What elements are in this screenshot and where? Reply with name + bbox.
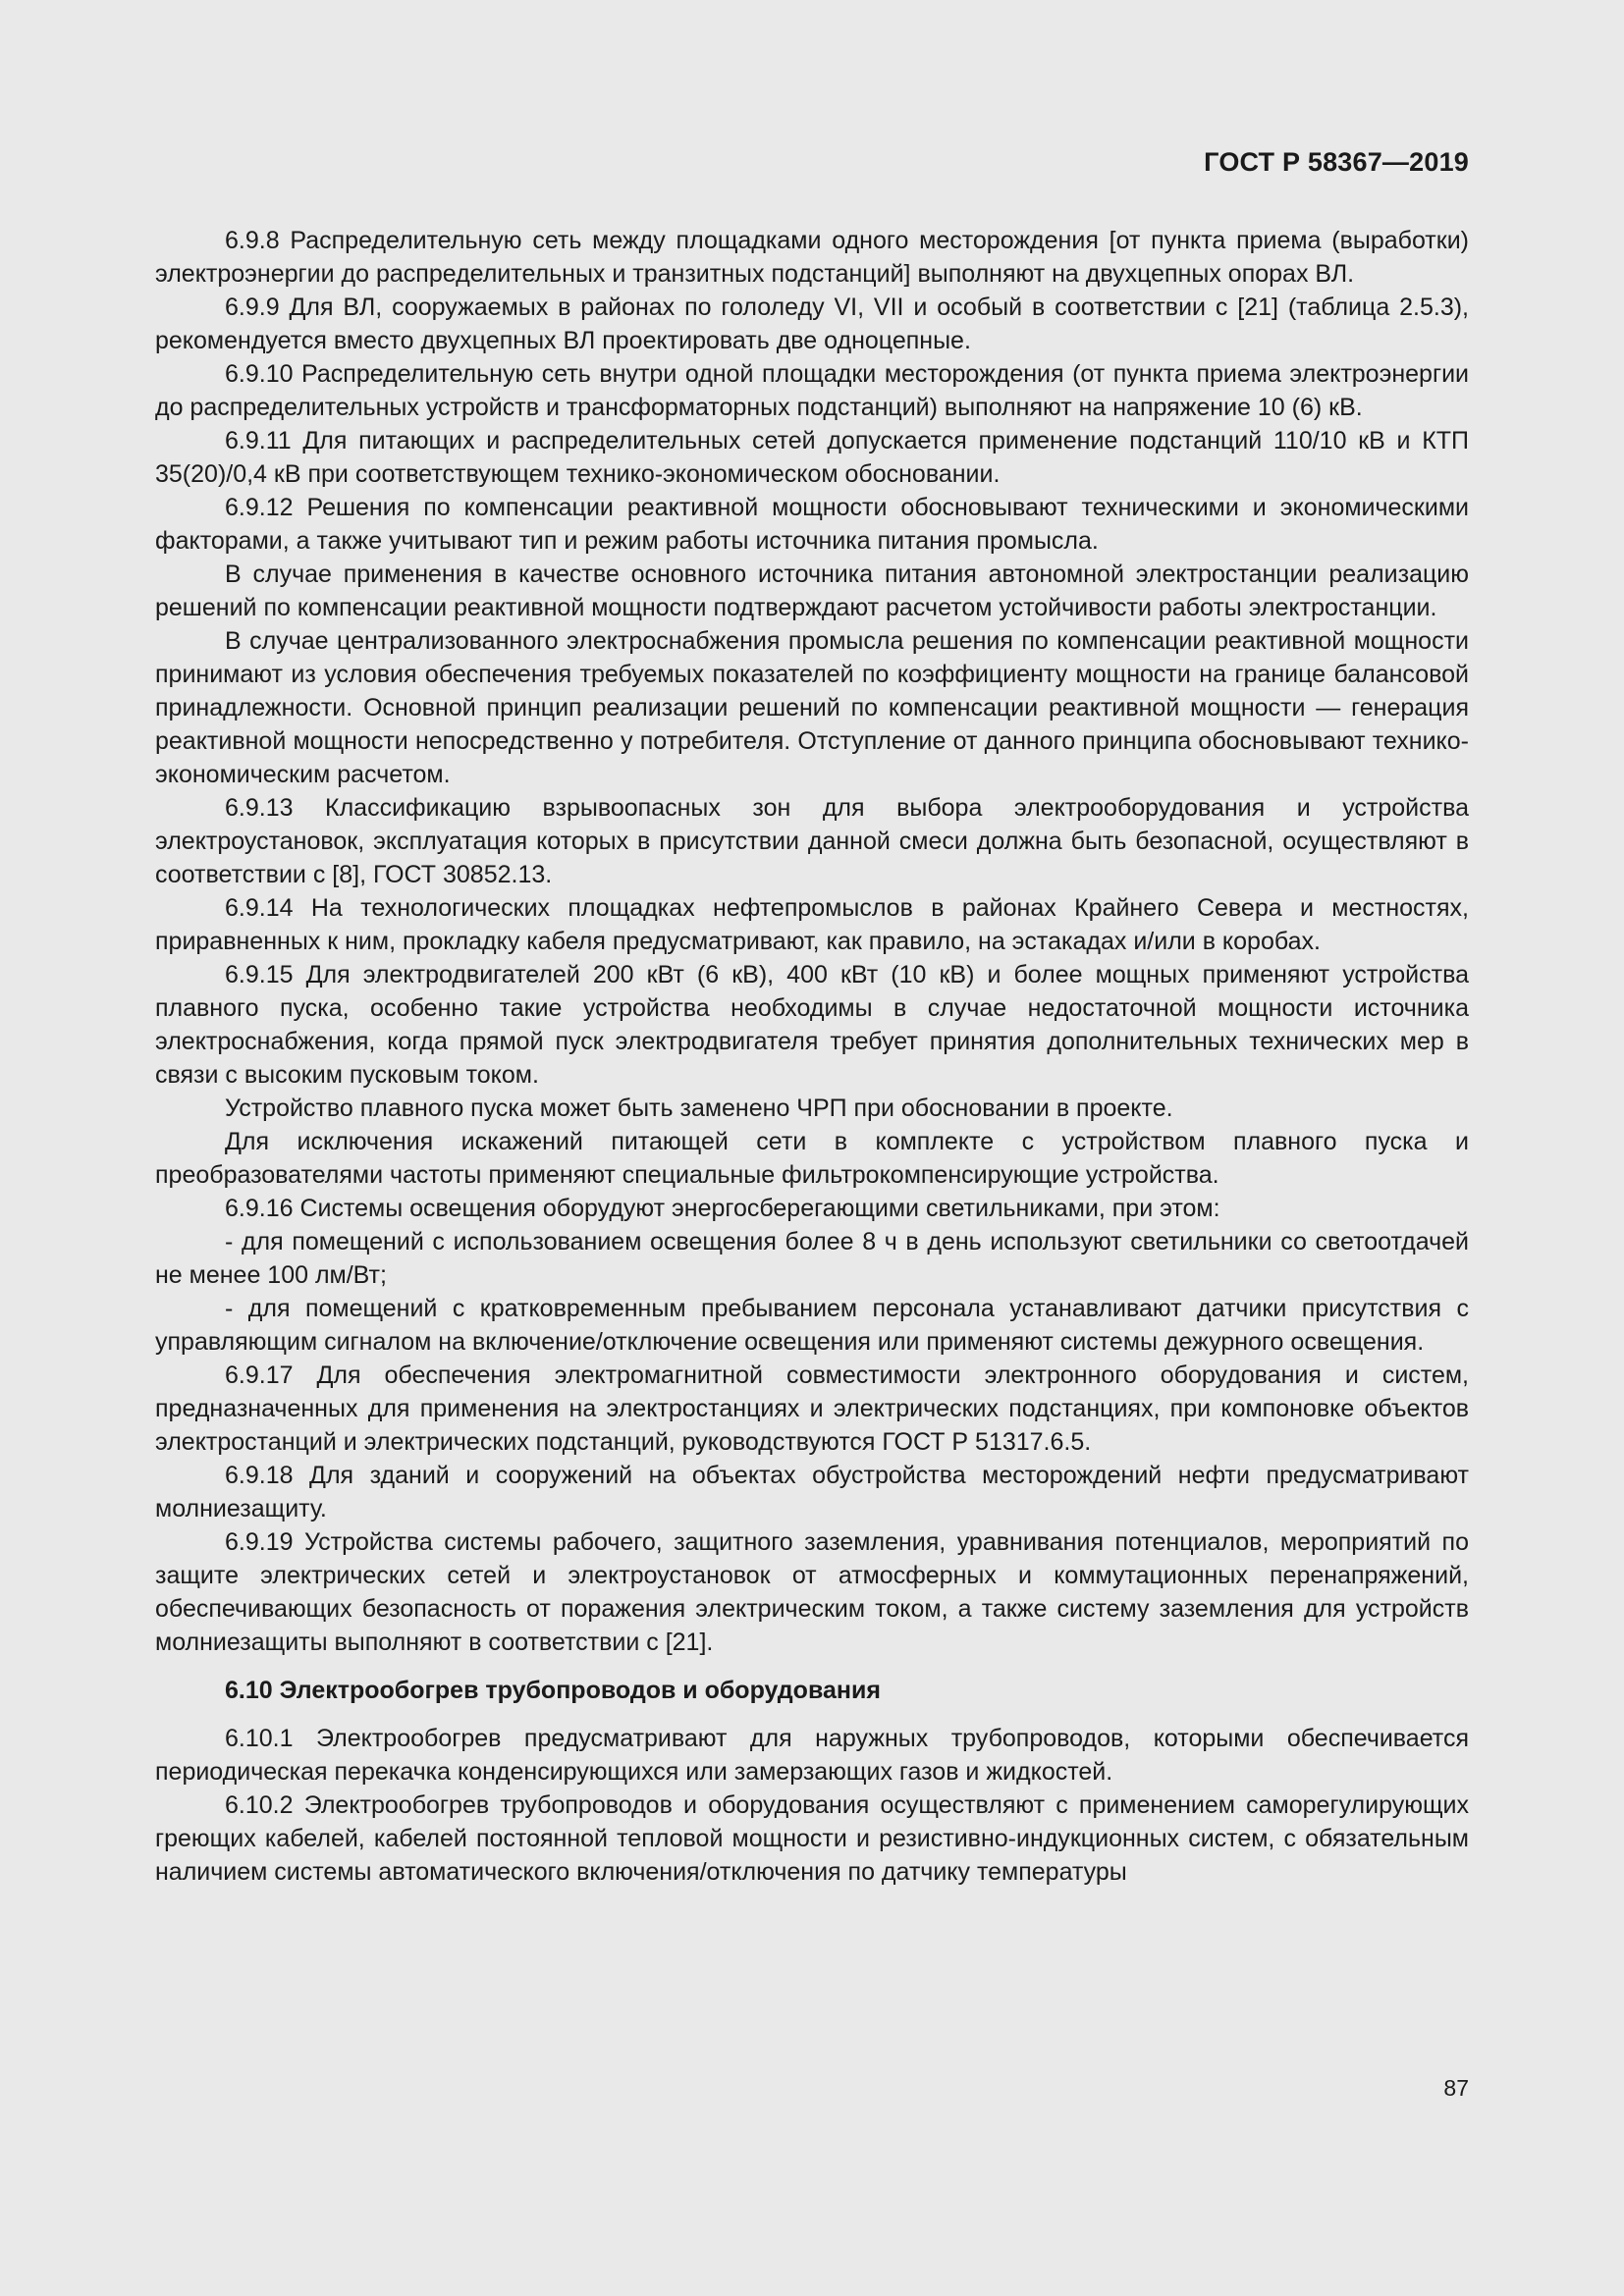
section-heading-6-10: 6.10 Электрообогрев трубопроводов и оборудования	[225, 1677, 881, 1704]
document-code-header: ГОСТ Р 58367—2019	[1204, 147, 1469, 177]
paragraph-6-9-16: 6.9.16 Системы освещения оборудуют энергосберегающими светильниками, при этом:	[225, 1195, 1220, 1222]
paragraph-autonomous-plant: В случае применения в качестве основного источника питания автономной электростанции реализацию решений по компенсации реактивной мощности подтверждают расчетом устойчивости работы электростанции.	[155, 561, 1469, 621]
paragraph-6-9-14: 6.9.14 На технологических площадках нефтепромыслов в районах Крайнего Севера и местностях, приравненных к ним, прокладку кабеля предусматривают, как правило, на эстакадах и/или в коробах.	[155, 894, 1469, 955]
paragraph-filter-devices: Для исключения искажений питающей сети в комплекте с устройством плавного пуска и преобразователями частоты применяют специальные фильтрокомпенсирующие устройства.	[155, 1128, 1469, 1189]
paragraph-6-9-18: 6.9.18 Для зданий и сооружений на объектах обустройства месторождений нефти предусматривают молниезащиту.	[155, 1462, 1469, 1522]
paragraph-soft-start-vfd: Устройство плавного пуска может быть заменено ЧРП при обосновании в проекте.	[225, 1095, 1173, 1122]
paragraph-6-9-15: 6.9.15 Для электродвигателей 200 кВт (6 кВ), 400 кВт (10 кВ) и более мощных применяют устройства плавного пуска, особенно такие устройства необходимы в случае недостаточной мощности источника электроснабжения, когда прямой пуск электродвигателя требует принятия дополнительных технических мер в связи с высоким пусковым током.	[155, 961, 1469, 1089]
paragraph-6-9-8: 6.9.8 Распределительную сеть между площадками одного месторождения [от пункта приема (выработки) электроэнергии до распределительных и транзитных подстанций] выполняют на двухцепных опорах ВЛ.	[155, 227, 1469, 288]
paragraph-6-9-9: 6.9.9 Для ВЛ, сооружаемых в районах по гололеду VI, VII и особый в соответствии с [21] (таблица 2.5.3), рекомендуется вместо двухцепных ВЛ проектировать две одноцепные.	[155, 294, 1469, 354]
page-number: 87	[1443, 2075, 1469, 2101]
paragraph-6-10-2: 6.10.2 Электрообогрев трубопроводов и оборудования осуществляют с применением саморегулирующих греющих кабелей, кабелей постоянной тепловой мощности и резистивно-индукционных систем, с обязательным наличием системы автоматического включения/отключения по датчику температуры	[155, 1791, 1469, 1886]
paragraph-6-10-1: 6.10.1 Электрообогрев предусматривают для наружных трубопроводов, которыми обеспечивается периодическая перекачка конденсирующихся или замерзающих газов и жидкостей.	[155, 1725, 1469, 1786]
paragraph-6-9-13: 6.9.13 Классификацию взрывоопасных зон для выбора электрооборудования и устройства электроустановок, эксплуатация которых в присутствии данной смеси должна быть безопасной, осуществляют в соответствии с [8], ГОСТ 30852.13.	[155, 794, 1469, 888]
list-item-lighting-efficacy: - для помещений с использованием освещения более 8 ч в день используют светильники со светоотдачей не менее 100 лм/Вт;	[155, 1228, 1469, 1289]
page-body	[155, 224, 1469, 1889]
paragraph-centralized-supply: В случае централизованного электроснабжения промысла решения по компенсации реактивной мощности принимают из условия обеспечения требуемых показателей по коэффициенту мощности на границе балансовой принадлежности. Основной принцип реализации решений по компенсации реактивной мощности — генерация реактивной мощности непосредственно у потребителя. Отступление от данного принципа обосновывают технико-экономическим расчетом.	[155, 627, 1469, 788]
list-item-presence-sensors: - для помещений с кратковременным пребыванием персонала устанавливают датчики присутствия с управляющим сигналом на включение/отключение освещения или применяют системы дежурного освещения.	[155, 1295, 1469, 1356]
paragraph-6-9-12: 6.9.12 Решения по компенсации реактивной мощности обосновывают техническими и экономическими факторами, а также учитывают тип и режим работы источника питания промысла.	[155, 494, 1469, 555]
paragraph-6-9-11: 6.9.11 Для питающих и распределительных сетей допускается применение подстанций 110/10 кВ и КТП 35(20)/0,4 кВ при соответствующем технико-экономическом обосновании.	[155, 427, 1469, 488]
paragraph-6-9-17: 6.9.17 Для обеспечения электромагнитной совместимости электронного оборудования и систем, предназначенных для применения на электростанциях и электрических подстанциях, при компоновке объектов электростанций и электрических подстанций, руководствуются ГОСТ Р 51317.6.5.	[155, 1362, 1469, 1456]
paragraph-6-9-19: 6.9.19 Устройства системы рабочего, защитного заземления, уравнивания потенциалов, мероприятий по защите электрических сетей и электроустановок от атмосферных и коммутационных перенапряжений, обеспечивающих безопасность от поражения электрическим током, а также систему заземления для устройств молниезащиты выполняют в соответствии с [21].	[155, 1528, 1469, 1656]
paragraph-6-9-10: 6.9.10 Распределительную сеть внутри одной площадки месторождения (от пункта приема электроэнергии до распределительных устройств и трансформаторных подстанций) выполняют на напряжение 10 (6) кВ.	[155, 360, 1469, 421]
